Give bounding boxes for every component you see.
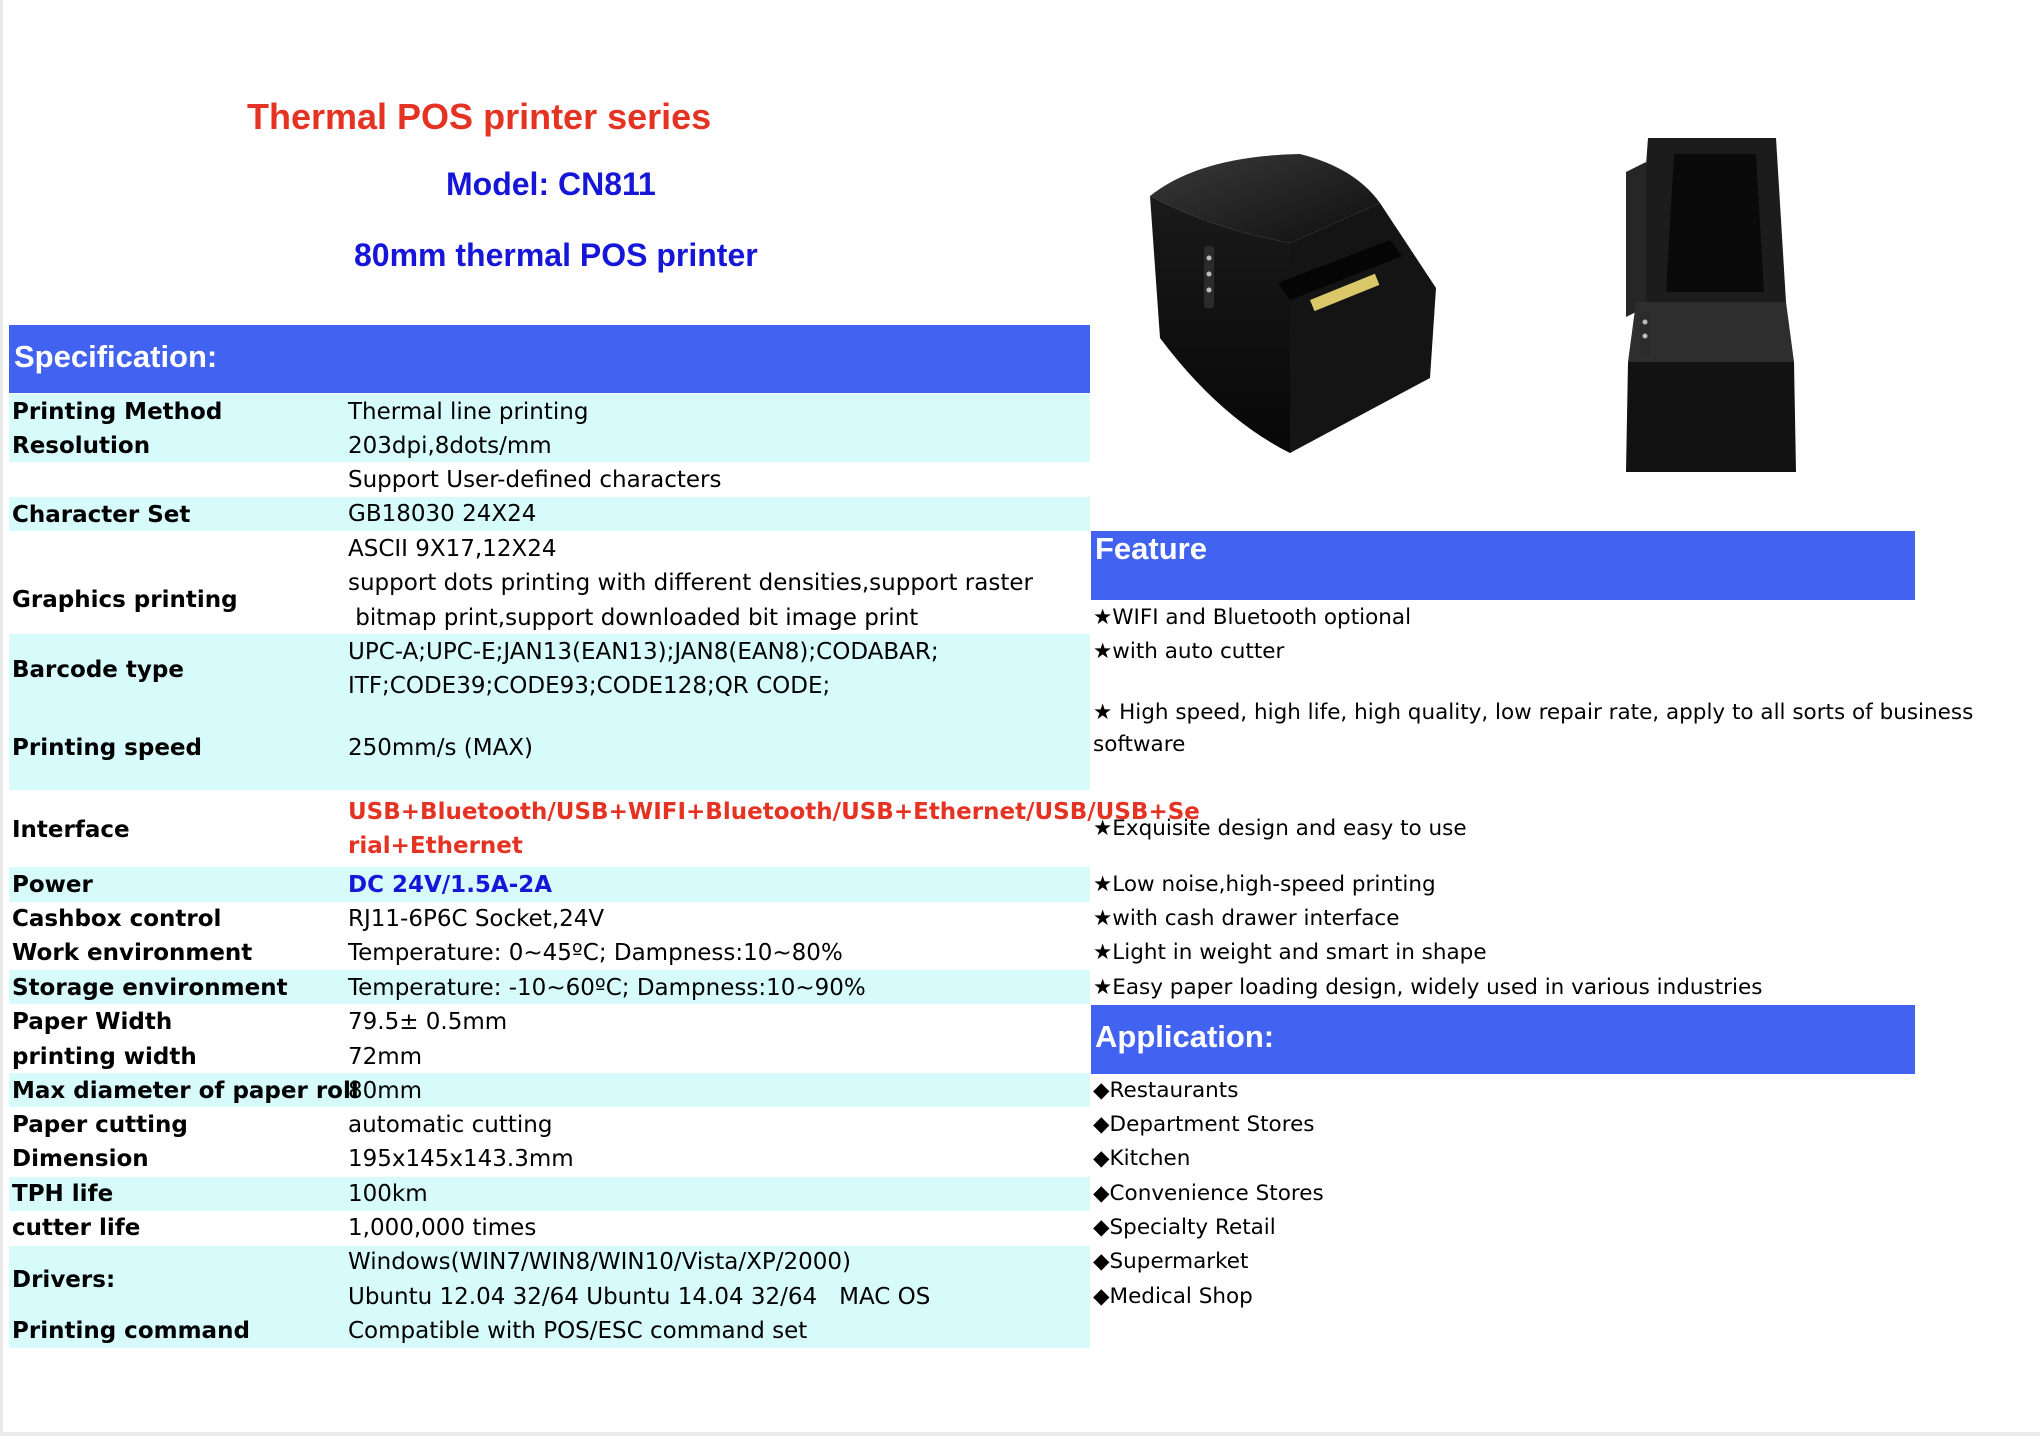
spec-value-tph-life: 100km [348, 1181, 428, 1207]
spec-value-power: DC 24V/1.5A-2A [348, 872, 553, 898]
feature-item: ★Low noise,high-speed printing [1093, 872, 1436, 897]
spec-label-interface: Interface [12, 817, 130, 843]
feature-item: software [1093, 732, 1186, 757]
application-item: ◆Kitchen [1093, 1146, 1191, 1171]
spec-value-printing-command: Compatible with POS/ESC command set [348, 1318, 808, 1344]
feature-item: ★WIFI and Bluetooth optional [1093, 605, 1412, 630]
spec-value-barcode-type-1: UPC-A;UPC-E;JAN13(EAN13);JAN8(EAN8);CODABAR; [348, 639, 939, 665]
spec-value-character-set-3: ASCII 9X17,12X24 [348, 536, 557, 562]
model-title: Model: CN811 [446, 166, 656, 202]
spec-label-paper-cutting: Paper cutting [12, 1112, 188, 1138]
spec-label-printing-method: Printing Method [12, 399, 223, 425]
feature-heading-bar [1091, 531, 1915, 600]
spec-value-dimension: 195x145x143.3mm [348, 1146, 574, 1172]
spec-value-storage-environment: Temperature: -10~60ºC; Dampness:10~90% [348, 975, 866, 1001]
spec-label-dimension: Dimension [12, 1146, 149, 1172]
spec-value-paper-cutting: automatic cutting [348, 1112, 553, 1138]
feature-item: ★Light in weight and smart in shape [1093, 940, 1487, 965]
application-item: ◆Department Stores [1093, 1112, 1315, 1137]
feature-item: ★with cash drawer interface [1093, 906, 1400, 931]
spec-band [9, 1177, 1090, 1211]
spec-value-character-set-2: GB18030 24X24 [348, 501, 537, 527]
spec-value-barcode-type-2: ITF;CODE39;CODE93;CODE128;QR CODE; [348, 673, 831, 699]
feature-item: ★Easy paper loading design, widely used in various industries [1093, 975, 1763, 1000]
page-edge-left [0, 0, 3, 1436]
spec-label-tph-life: TPH life [12, 1181, 114, 1207]
printer-closed-photo [1140, 148, 1450, 458]
spec-value-work-environment: Temperature: 0~45ºC; Dampness:10~80% [348, 940, 843, 966]
application-item: ◆Supermarket [1093, 1249, 1249, 1274]
spec-label-resolution: Resolution [12, 433, 151, 459]
application-heading-bar [1091, 1005, 1915, 1074]
spec-value-interface-1: USB+Bluetooth/USB+WIFI+Bluetooth/USB+Ethernet/USB/USB+Se [348, 799, 1200, 825]
specification-heading-bar [9, 325, 1090, 393]
spec-value-cashbox-control: RJ11-6P6C Socket,24V [348, 906, 605, 932]
spec-label-cutter-life: cutter life [12, 1215, 141, 1241]
feature-item: ★ High speed, high life, high quality, low repair rate, apply to all sorts of business [1093, 700, 1974, 725]
spec-label-cashbox-control: Cashbox control [12, 906, 222, 932]
series-title: Thermal POS printer series [247, 96, 712, 137]
spec-label-printing-speed: Printing speed [12, 735, 202, 761]
spec-label-storage-environment: Storage environment [12, 975, 288, 1001]
spec-value-printing-width: 72mm [348, 1044, 423, 1070]
spec-value-drivers-2: Ubuntu 12.04 32/64 Ubuntu 14.04 32/64 MAC OS [348, 1284, 931, 1310]
feature-item: ★with auto cutter [1093, 639, 1285, 664]
spec-value-graphics-printing-1: support dots printing with different densities,support raster [348, 570, 1033, 596]
spec-value-cutter-life: 1,000,000 times [348, 1215, 537, 1241]
spec-label-character-set: Character Set [12, 502, 191, 528]
spec-label-power: Power [12, 872, 93, 898]
application-item: ◆Restaurants [1093, 1078, 1239, 1103]
spec-label-printing-command: Printing command [12, 1318, 250, 1344]
spec-label-work-environment: Work environment [12, 940, 253, 966]
spec-label-barcode-type: Barcode type [12, 657, 184, 683]
feature-heading: Feature [1095, 531, 1207, 566]
spec-label-drivers: Drivers: [12, 1267, 116, 1293]
product-subtitle: 80mm thermal POS printer [354, 237, 758, 273]
application-item: ◆Medical Shop [1093, 1284, 1253, 1309]
spec-value-drivers-1: Windows(WIN7/WIN8/WIN10/Vista/XP/2000) [348, 1249, 851, 1275]
spec-value-resolution: 203dpi,8dots/mm [348, 433, 552, 459]
spec-value-max-diameter: 80mm [348, 1078, 423, 1104]
application-item: ◆Convenience Stores [1093, 1181, 1324, 1206]
spec-value-paper-width: 79.5± 0.5mm [348, 1009, 508, 1035]
spec-value-interface-2: rial+Ethernet [348, 833, 523, 859]
application-heading: Application: [1095, 1019, 1275, 1054]
specification-heading: Specification: [14, 339, 218, 374]
spec-label-max-diameter: Max diameter of paper roll [12, 1078, 359, 1104]
spec-label-printing-width: printing width [12, 1044, 197, 1070]
application-item: ◆Specialty Retail [1093, 1215, 1276, 1240]
feature-item: ★Exquisite design and easy to use [1093, 816, 1467, 841]
spec-value-graphics-printing-2: bitmap print,support downloaded bit image print [348, 605, 919, 631]
spec-label-paper-width: Paper Width [12, 1009, 173, 1035]
page-edge-bottom [0, 1432, 2040, 1436]
spec-value-printing-speed: 250mm/s (MAX) [348, 735, 534, 761]
spec-label-graphics-printing: Graphics printing [12, 587, 238, 613]
printer-open-photo [1616, 132, 1806, 477]
spec-value-character-set-1: Support User-defined characters [348, 467, 722, 493]
spec-value-printing-method: Thermal line printing [348, 399, 589, 425]
